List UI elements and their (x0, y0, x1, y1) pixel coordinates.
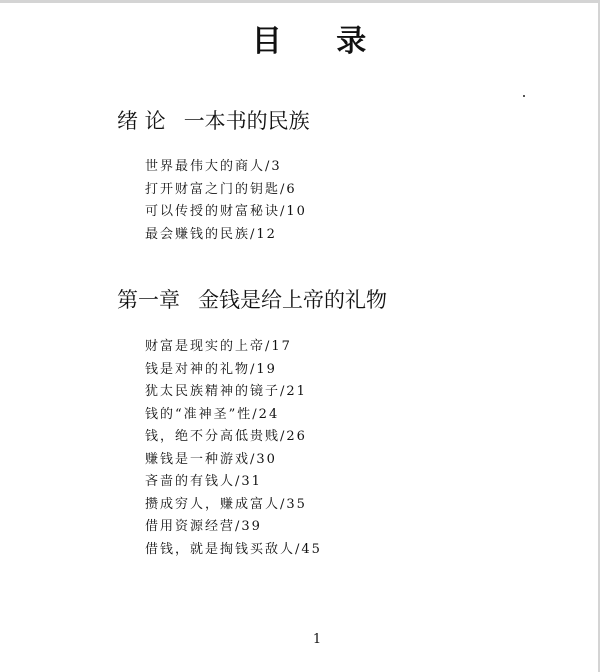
toc-list-chapter-1 (145, 336, 322, 561)
top-border (0, 0, 600, 3)
section-heading-introduction (117, 105, 310, 135)
toc-entry[interactable]: 吝啬的有钱人/31 (145, 474, 262, 489)
toc-entry[interactable]: 攒成穷人，赚成富人/35 (145, 496, 307, 512)
stray-mark (523, 95, 525, 97)
section-number: 绪 论 (117, 109, 166, 133)
toc-entry[interactable]: 犹太民族精神的镜子/21 (145, 384, 307, 399)
page-title: 目 录 (251, 24, 389, 59)
toc-entry[interactable]: 赚钱是一种游戏/30 (145, 451, 277, 467)
toc-list-introduction (145, 156, 307, 246)
section-title: 金钱是给上帝的礼物 (198, 288, 387, 312)
toc-entry[interactable]: 钱是对神的礼物/19 (145, 361, 277, 377)
toc-entry[interactable]: 借用资源经营/39 (145, 519, 262, 534)
toc-entry[interactable]: 财富是现实的上帝/17 (145, 339, 292, 354)
page-number: 1 (312, 632, 322, 647)
toc-entry[interactable]: 可以传授的财富秘诀/10 (145, 204, 307, 219)
section-title: 一本书的民族 (183, 109, 310, 133)
toc-entry[interactable]: 最会赚钱的民族/12 (145, 226, 277, 242)
toc-entry[interactable]: 打开财富之门的钥匙/6 (145, 181, 297, 197)
toc-entry[interactable]: 世界最伟大的商人/3 (145, 159, 282, 174)
toc-entry[interactable]: 钱，绝不分高低贵贱/26 (145, 429, 307, 444)
toc-entry[interactable]: 钱的“准神圣”性/24 (145, 406, 280, 422)
section-heading-chapter-1 (117, 284, 387, 314)
toc-entry[interactable]: 借钱，就是掏钱买敌人/45 (145, 541, 322, 557)
section-number: 第一章 (117, 288, 180, 312)
